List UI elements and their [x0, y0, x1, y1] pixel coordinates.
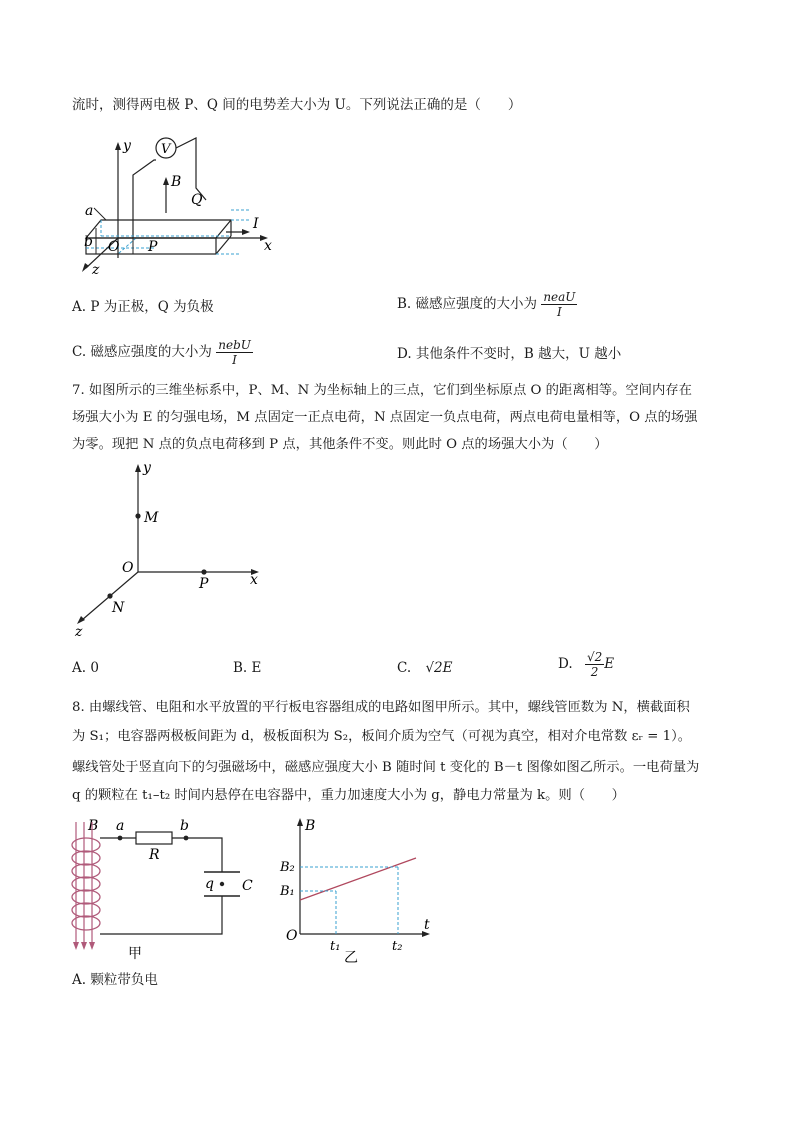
- q8-jia-label-a: a: [116, 818, 125, 834]
- q6-option-b[interactable]: [397, 290, 577, 319]
- q6-option-d[interactable]: D. 其他条件不变时，B 越大，U 越小: [397, 346, 622, 362]
- q7-line3: 为零。现把 N 点的负点电荷移到 P 点，其他条件不变。则此时 O 点的场强大小为（ ）: [72, 437, 608, 452]
- q6-option-b-text: B. 磁感应强度的大小为: [397, 296, 538, 312]
- q6-option-c-fraction: $\frac{\text{nebU}}{I}$: [218, 338, 251, 367]
- q7-label-O: O: [122, 560, 134, 576]
- q6-label-y: y: [123, 138, 131, 154]
- q7-option-c[interactable]: [397, 658, 452, 678]
- particle-q: [220, 882, 224, 886]
- q6-label-V: V: [161, 142, 171, 157]
- q6-option-c[interactable]: [72, 338, 253, 367]
- q8-option-a[interactable]: A. 颗粒带负电: [72, 972, 158, 988]
- q8-figure-jia: [62, 812, 252, 962]
- q8-yi-label-B2: B₂: [280, 860, 295, 875]
- q7-label-N: N: [112, 600, 125, 616]
- q8-jia-label-C: C: [242, 878, 253, 894]
- point-P: [201, 569, 206, 574]
- q7-option-b[interactable]: B. E: [233, 660, 262, 676]
- q7-option-d-suffix: E: [604, 656, 615, 672]
- q7-line1: 7. 如图所示的三维坐标系中，P、M、N 为坐标轴上的三点，它们到坐标原点 O 的距离相等。空间内存在: [72, 383, 692, 398]
- q8-line2: 为 S₁；电容器两极板间距为 d，极板面积为 S₂，板间介质为空气（可视为真空，相对介电常数 εᵣ = 1）。: [72, 729, 692, 744]
- q7-line2: 场强大小为 E 的匀强电场，M 点固定一正点电荷，N 点固定一负点电荷，两点电荷电量相等，O 点的场强: [72, 410, 698, 425]
- q6-label-P: P: [148, 239, 158, 255]
- point-N: [107, 593, 112, 598]
- q6-option-c-text: C. 磁感应强度的大小为: [72, 344, 212, 360]
- q6-option-a[interactable]: A. P 为正极，Q 为负极: [72, 299, 214, 315]
- q6-label-O: O: [108, 239, 120, 255]
- q7-option-d-prefix: D.: [558, 656, 573, 672]
- q8-jia-label-b: b: [180, 818, 189, 834]
- q6-label-a: a: [85, 203, 94, 219]
- q8-line4: q 的颗粒在 t₁–t₂ 时间内悬停在电容器中，重力加速度大小为 g，静电力常量为 k。则（ ）: [72, 788, 625, 803]
- q6-option-b-fraction: $\frac{\text{neaU}}{I}$: [543, 290, 576, 319]
- q7-label-x: x: [250, 572, 258, 588]
- q7-figure: [72, 460, 272, 640]
- q7-option-d[interactable]: [558, 650, 614, 679]
- q8-yi-label-t: t: [424, 917, 430, 933]
- q8-yi-label-t2: t₂: [392, 939, 403, 954]
- q6-figure: [76, 128, 276, 278]
- point-M: [135, 513, 140, 518]
- q8-line3: 螺线管处于竖直向下的匀强磁场中，磁感应强度大小 B 随时间 t 变化的 B－t 图像如图乙所示。一电荷量为: [72, 760, 700, 775]
- q7-label-P: P: [199, 576, 209, 592]
- q8-line1: 8. 由螺线管、电阻和水平放置的平行板电容器组成的电路如图甲所示。其中，螺线管匝数为 N，横截面积: [72, 700, 690, 715]
- q6-label-z: z: [92, 262, 100, 278]
- q6-label-B: B: [171, 174, 182, 190]
- q8-jia-label-q: q: [205, 876, 214, 892]
- q8-yi-label-B: B: [305, 818, 316, 834]
- q7-label-M: M: [144, 510, 159, 526]
- q8-yi-caption: 乙: [344, 950, 358, 966]
- q8-yi-label-B1: B₁: [280, 884, 295, 899]
- q8-jia-label-B: B: [88, 818, 99, 834]
- q6-stem: 流时，测得两电极 P、Q 间的电势差大小为 U。下列说法正确的是（ ）: [72, 97, 522, 113]
- q7-option-c-value: √2E: [425, 660, 453, 676]
- q7-label-z: z: [75, 624, 83, 640]
- q7-option-a[interactable]: A. 0: [72, 660, 99, 676]
- q8-yi-label-O: O: [286, 928, 298, 944]
- q6-label-Q: Q: [191, 192, 203, 208]
- q7-label-y: y: [143, 460, 151, 476]
- q6-label-b: b: [84, 234, 93, 250]
- q8-yi-label-t1: t₁: [330, 939, 341, 954]
- q6-label-I: I: [253, 216, 259, 232]
- q7-option-d-fraction: $\frac{√2}{2}$: [586, 650, 603, 679]
- q8-jia-label-R: R: [149, 847, 160, 863]
- q7-option-c-prefix: C.: [397, 660, 412, 676]
- resistor: [136, 832, 172, 844]
- b-t-line: [300, 858, 416, 900]
- q6-label-x: x: [264, 238, 272, 254]
- q8-figure-yi: [278, 816, 438, 966]
- q8-jia-caption: 甲: [128, 946, 142, 962]
